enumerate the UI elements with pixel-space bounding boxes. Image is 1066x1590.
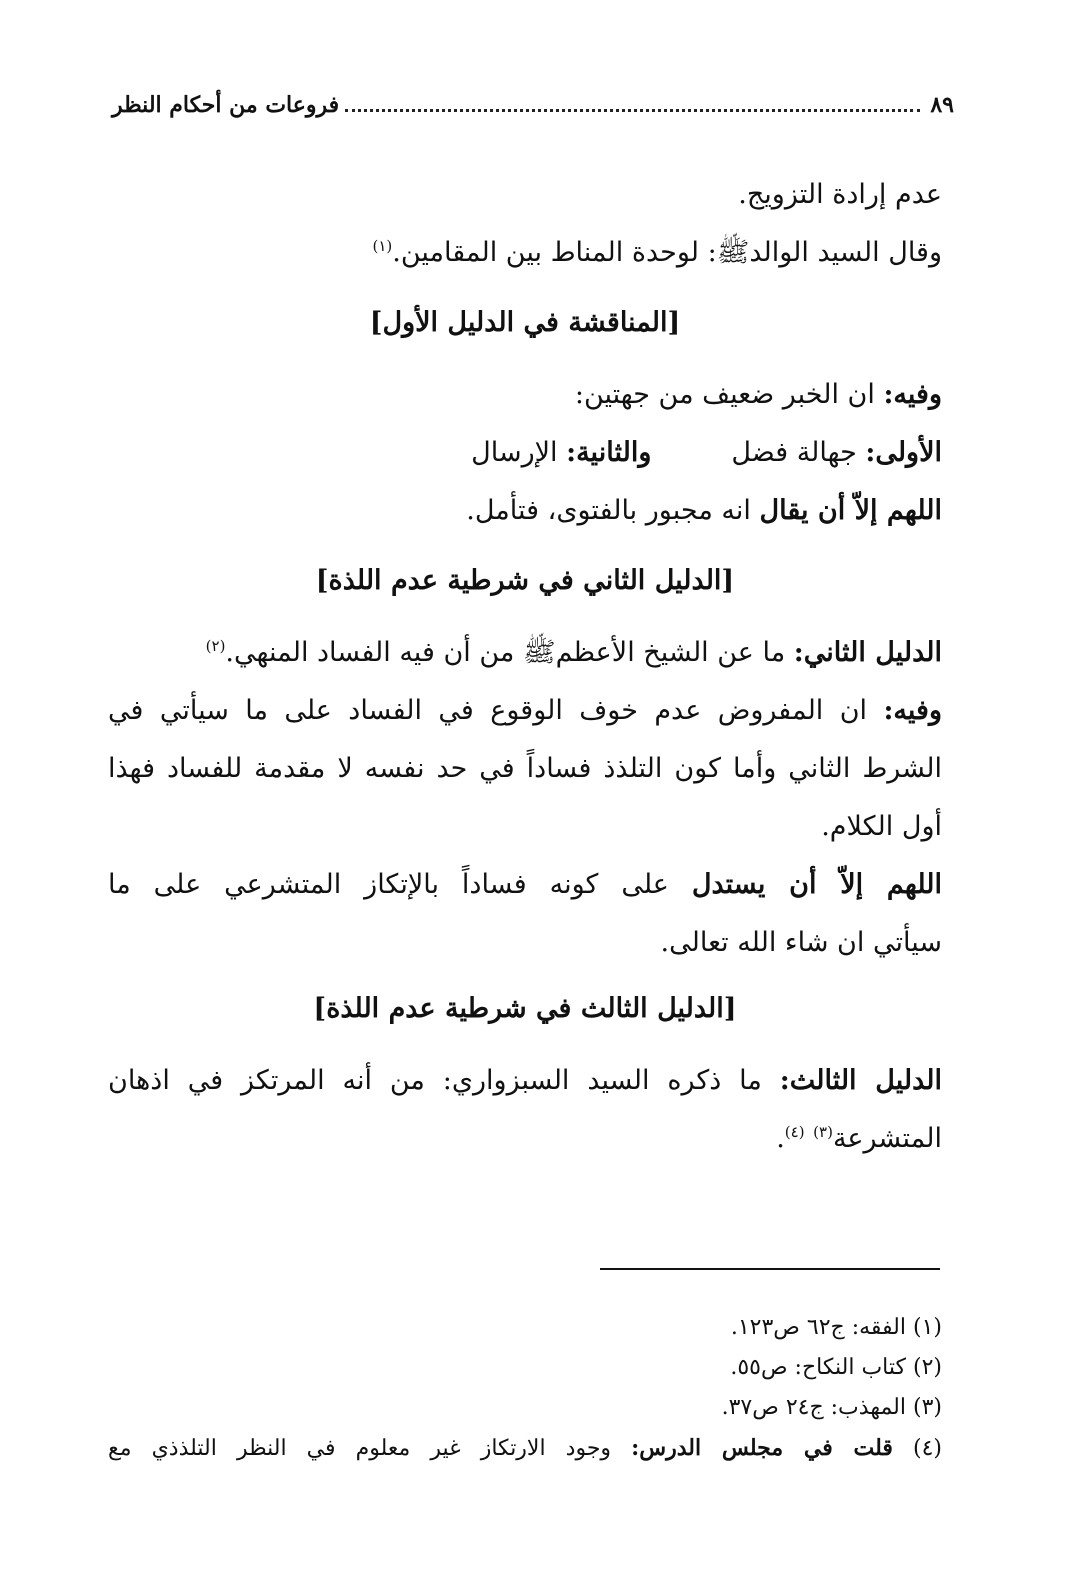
text-line: سيأتي ان شاء الله تعالى. <box>660 927 942 958</box>
text-line: اللهم إلاّ أن يستدل على كونه فساداً بالإتكاز المتشرعي على ما <box>108 869 942 900</box>
section-heading: [الدليل الثالث في شرطية عدم اللذة] <box>313 993 737 1024</box>
text-line: وفيه: ان الخبر ضعيف من جهتين: <box>574 379 942 410</box>
footnotes <box>108 1308 942 1469</box>
text-line: عدم إرادة التزويج. <box>738 179 942 210</box>
text-line: الشرط الثاني وأما كون التلذذ فساداً في حد نفسه لا مقدمة للفساد فهذا <box>108 753 942 784</box>
footnote-ref: (١) <box>372 237 393 255</box>
main-text <box>108 166 942 1168</box>
footnote-ref: (٢) <box>205 637 226 655</box>
footnote-ref: (٣) <box>813 1123 833 1141</box>
text-line: وقال السيد الوالدﷺ: لوحدة المناط بين المقامين.$^{(١)}$ <box>372 237 942 268</box>
text-line: الدليل الثالث: ما ذكره السيد السبزواري: من أنه المرتكز في اذهان <box>108 1065 942 1096</box>
running-header <box>112 82 954 118</box>
footnote: (٣) المهذب: ج٢٤ ص٣٧. <box>721 1395 942 1420</box>
text-line: المتشرعة$^{(٣)}$ $^{(٤)}$. <box>776 1123 942 1154</box>
header-dot-leader <box>345 108 920 112</box>
running-title: فروعات من أحكام النظر <box>112 92 340 118</box>
text-line: الدليل الثاني: ما عن الشيخ الأعظمﷺ من أن فيه الفساد المنهي.$^{(٢)}$ <box>205 637 942 668</box>
footnote: (١) الفقه: ج٦٢ ص١٢٣. <box>730 1315 942 1340</box>
text-line: وفيه: ان المفروض عدم خوف الوقوع في الفساد على ما سيأتي في <box>108 695 942 726</box>
footnote: (٤) قلت في مجلس الدرس: وجود الارتكاز غير معلوم في النظر التلذذي مع <box>108 1435 942 1461</box>
footnote: (٢) كتاب النكاح: ص٥٥. <box>730 1355 942 1380</box>
section-heading: [المناقشة في الدليل الأول] <box>369 307 681 338</box>
text-line: أول الكلام. <box>821 811 942 842</box>
text-line: الأولى: جهالة فضلوالثانية: الإرسال <box>471 437 942 468</box>
page-number: ٨٩ <box>930 92 954 118</box>
text-line: اللهم إلاّ أن يقال انه مجبور بالفتوى، فتأمل. <box>466 495 942 526</box>
footnote-separator <box>600 1268 940 1270</box>
footnote-ref: (٤) <box>784 1123 805 1141</box>
section-heading: [الدليل الثاني في شرطية عدم اللذة] <box>315 565 735 596</box>
